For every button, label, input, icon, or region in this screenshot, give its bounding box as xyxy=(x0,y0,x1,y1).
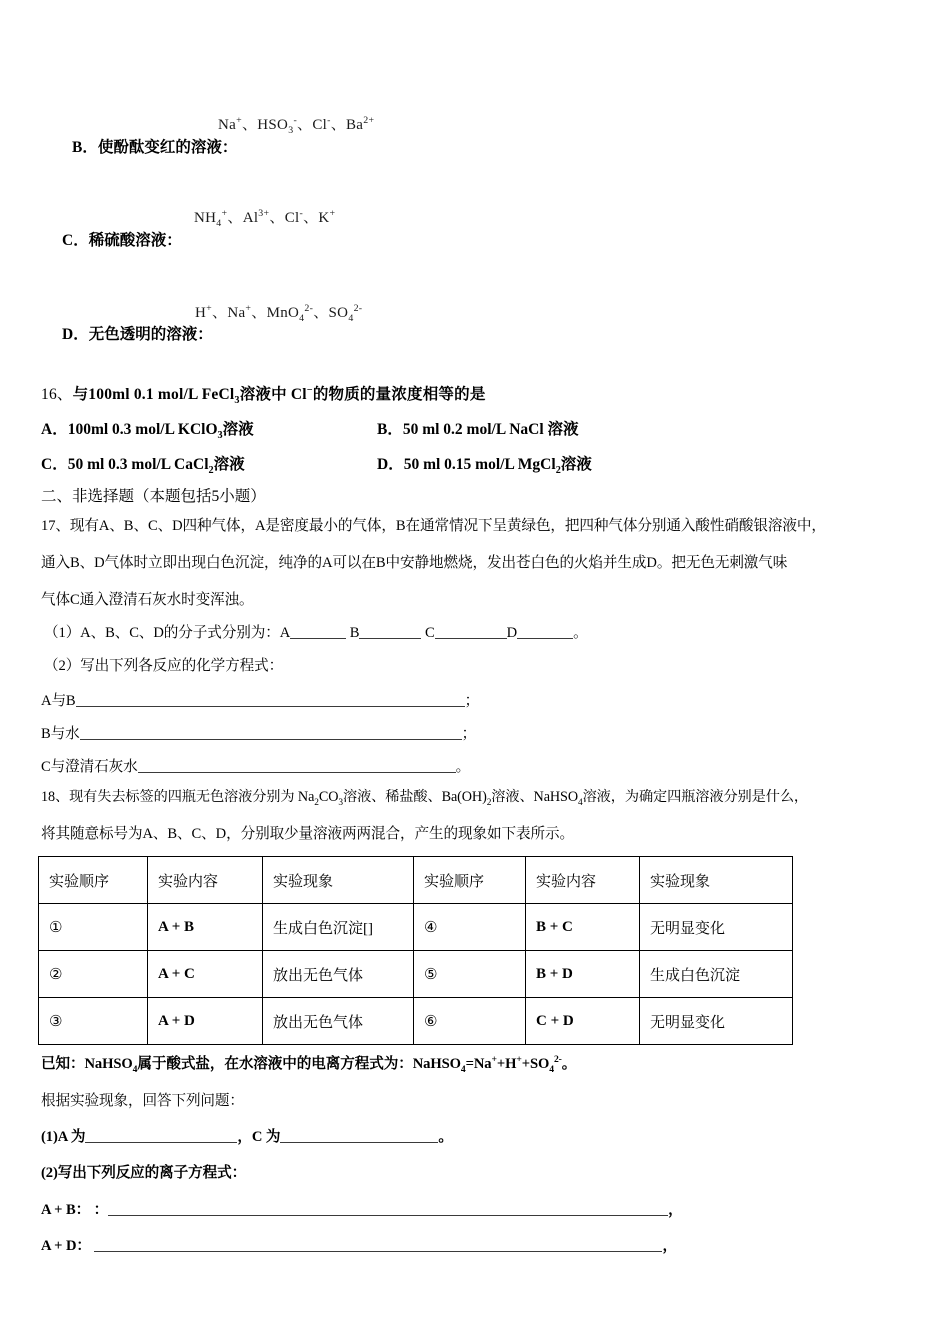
option-c-label: C．稀硫酸溶液： xyxy=(62,232,182,249)
option-d-label: D．无色透明的溶液： xyxy=(62,326,213,343)
question-18-paragraph-line-2: 将其随意标号为A、B、C、D，分别取少量溶液两两混合，产生的现象如下表所示。 xyxy=(41,826,574,842)
cell-content-2: C + D xyxy=(526,998,640,1045)
table-body xyxy=(39,857,793,1045)
blank-b[interactable] xyxy=(359,624,421,639)
question-18-ion-blank-1 xyxy=(41,1198,683,1219)
sub-1-a-label: (1)A 为 xyxy=(41,1129,86,1145)
cell-phenom-2: 生成白色沉淀 xyxy=(640,951,793,998)
sub-1-prefix: （1）A、B、C、D的分子式分别为：A xyxy=(44,625,291,641)
sub-1-part-b: B xyxy=(349,625,360,641)
header-order-1: 实验顺序 xyxy=(39,857,148,904)
cell-order-1: ② xyxy=(39,951,148,998)
table-row xyxy=(39,904,793,951)
question-18-sub-2: (2)写出下列反应的离子方程式： xyxy=(41,1165,247,1181)
sub-1-end: 。 xyxy=(438,1129,453,1145)
question-17-sub-1 xyxy=(44,621,588,642)
cell-content-2: B + D xyxy=(526,951,640,998)
blank-row-3-label: C与澄清石灰水 xyxy=(41,759,138,775)
question-17-line-1-text: 现有A、B、C、D四种气体，A是密度最小的气体，B在通常情况下呈黄绿色，把四种气体分别通入酸性硝酸银溶液中， xyxy=(69,518,826,534)
table-row xyxy=(39,951,793,998)
question-18-sub-1 xyxy=(41,1125,453,1146)
blank-a[interactable] xyxy=(290,624,346,639)
sub-1-part-c: C xyxy=(424,625,435,641)
question-17-number: 17、 xyxy=(41,518,70,534)
header-order-2: 实验顺序 xyxy=(414,857,526,904)
option-b-ions: Na+、$HSO_3^-$、Cl-、$Ba^{2+}$ xyxy=(218,115,375,136)
question-16-stem xyxy=(41,382,486,407)
question-18-ion-blank-2 xyxy=(41,1234,677,1255)
ion-blank-1-terminator: ， xyxy=(668,1202,683,1218)
blank-answer-c[interactable] xyxy=(280,1128,438,1143)
blank-c[interactable] xyxy=(435,624,507,639)
cell-order-2: ⑥ xyxy=(414,998,526,1045)
header-phenom-1: 实验现象 xyxy=(263,857,414,904)
ion-blank-1-rule[interactable] xyxy=(108,1201,668,1216)
blank-row-2-rule[interactable] xyxy=(80,725,462,740)
choice-a-key: A． xyxy=(41,421,68,438)
sub-1-suffix: 。 xyxy=(573,625,588,641)
ion-blank-1-lead: ： xyxy=(93,1202,109,1218)
question-16-choice-d xyxy=(377,452,592,477)
option-b-label: B．使酚酞变红的溶液： xyxy=(72,139,238,156)
question-17-paragraph-line-3: 气体C通入澄清石灰水时变浑浊。 xyxy=(41,592,254,608)
cell-content-1: A + B xyxy=(148,904,263,951)
option-d-ions: H+、Na+、MnO$_4^{2-}$、$SO_4^{2-}$ xyxy=(195,303,363,324)
choice-b-text: 50 ml 0.2 mol/L NaCl 溶液 xyxy=(402,421,579,438)
question-16-choice-c xyxy=(41,452,245,477)
blank-row-1-rule[interactable] xyxy=(76,692,465,707)
blank-answer-a[interactable] xyxy=(85,1128,237,1143)
blank-row-1-label: A与B xyxy=(41,693,76,709)
blank-row-3-terminator: 。 xyxy=(455,759,471,775)
question-17-paragraph-line-2: 通入B、D气体时立即出现白色沉淀，纯净的A可以在B中安静地燃烧，发出苍白色的火焰并生成D。把无色无刺激气味 xyxy=(41,555,788,571)
header-phenom-2: 实验现象 xyxy=(640,857,793,904)
question-18-known-note: 已知：NaHSO$_4$属于酸式盐，在水溶液中的电离方程式为：$NaHSO_4=Na^++H^++SO_4^{2-}$。 xyxy=(41,1054,577,1075)
blank-row-1-terminator: ； xyxy=(464,693,480,709)
choice-a-text: 100ml 0.3 mol/L KClO$_3$溶液 xyxy=(67,421,254,442)
cell-order-1: ③ xyxy=(39,998,148,1045)
section-2-heading: 二、非选择题（本题包括5小题） xyxy=(41,488,266,505)
ion-blank-2-terminator: ， xyxy=(662,1238,677,1254)
cell-order-2: ⑤ xyxy=(414,951,526,998)
choice-c-text: 50 ml 0.3 mol/L CaCl$_2$溶液 xyxy=(67,456,245,477)
table-header-row xyxy=(39,857,793,904)
question-16-choice-b xyxy=(377,417,579,439)
cell-order-2: ④ xyxy=(414,904,526,951)
blank-row-3-rule[interactable] xyxy=(138,758,456,773)
choice-d-text: 50 ml 0.15 mol/L MgCl$_2$溶液 xyxy=(403,456,592,477)
option-c-ions: $NH_4^+$、$Al^{3+}$、Cl-、K+ xyxy=(194,208,336,229)
blank-d[interactable] xyxy=(517,624,573,639)
question-17-blank-row-2 xyxy=(41,722,476,743)
question-17-blank-row-1 xyxy=(41,689,479,710)
cell-content-2: B + C xyxy=(526,904,640,951)
ion-blank-1-label: A + B： xyxy=(41,1202,91,1218)
question-16-number: 16、 xyxy=(41,386,73,403)
choice-d-key: D． xyxy=(377,456,404,473)
ion-blank-2-rule[interactable] xyxy=(94,1237,662,1252)
ion-blank-2-label: A + D： xyxy=(41,1238,91,1254)
cell-phenom-1: 生成白色沉淀[] xyxy=(263,904,414,951)
cell-order-1: ① xyxy=(39,904,148,951)
blank-row-2-label: B与水 xyxy=(41,726,80,742)
cell-content-1: A + C xyxy=(148,951,263,998)
question-18-prompt: 根据实验现象，回答下列问题： xyxy=(41,1093,244,1109)
sub-1-c-label: ，C 为 xyxy=(237,1129,281,1145)
question-16-choice-a xyxy=(41,417,254,442)
choice-c-key: C． xyxy=(41,456,68,473)
cell-phenom-1: 放出无色气体 xyxy=(263,998,414,1045)
experiment-results-table xyxy=(38,856,793,1045)
question-16-stem-text: 与100ml 0.1 mol/L FeCl$_3$溶液中 Cl−的物质的量浓度相等的是 xyxy=(72,384,486,407)
cell-phenom-2: 无明显变化 xyxy=(640,904,793,951)
question-18-line-1-text: 现有失去标签的四瓶无色溶液分别为 $Na_2CO_3$溶液、稀盐酸、$Ba(OH)_2$溶液、NaHSO$_4$溶液，为确定四瓶溶液分别是什么， xyxy=(69,789,808,808)
table-row xyxy=(39,998,793,1045)
cell-phenom-2: 无明显变化 xyxy=(640,998,793,1045)
question-17-paragraph-line-1 xyxy=(41,514,826,535)
cell-content-1: A + D xyxy=(148,998,263,1045)
header-content-2: 实验内容 xyxy=(526,857,640,904)
choice-b-key: B． xyxy=(377,421,403,438)
sub-1-part-d: D xyxy=(506,625,518,641)
blank-row-2-terminator: ； xyxy=(461,726,477,742)
header-content-1: 实验内容 xyxy=(148,857,263,904)
cell-phenom-1: 放出无色气体 xyxy=(263,951,414,998)
question-18-paragraph-line-1 xyxy=(41,786,808,806)
question-17-sub-2: （2）写出下列各反应的化学方程式： xyxy=(44,658,284,674)
question-18-number: 18、 xyxy=(41,789,70,805)
question-17-blank-row-3 xyxy=(41,755,470,776)
